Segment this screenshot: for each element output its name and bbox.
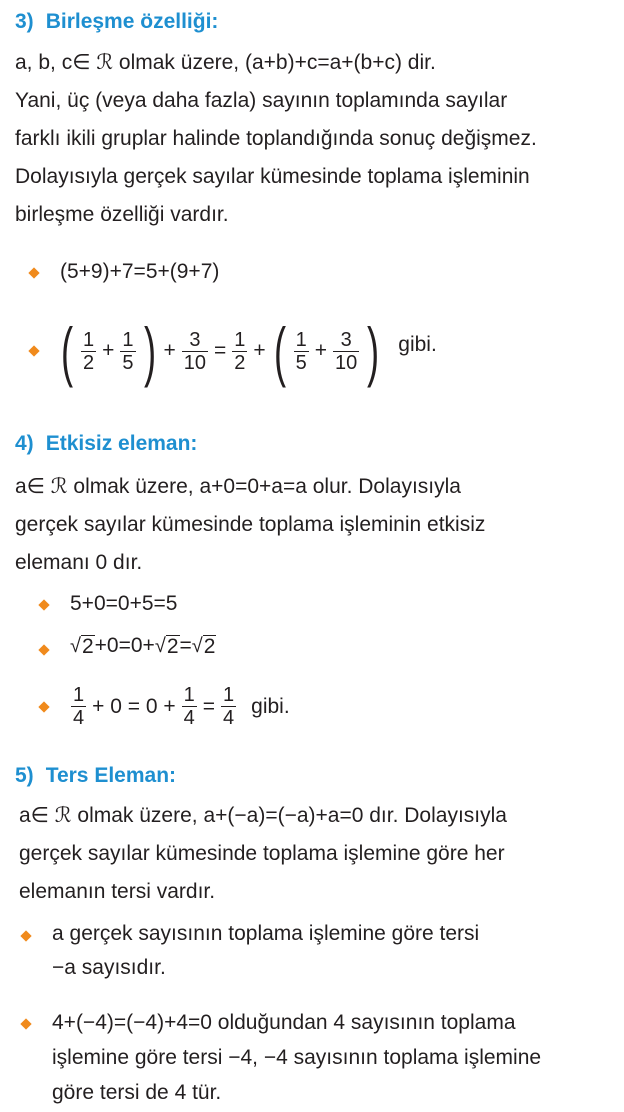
section-4-example-3-suffix: gibi. <box>251 694 290 718</box>
section-3-paragraph <box>15 44 537 234</box>
sqrt: √ 2 <box>191 634 216 658</box>
fraction: $\frac{1}{2}$ <box>82 328 95 374</box>
section-3-line-3: farklı ikili gruplar halinde toplandığında sonuç değişmez. <box>15 127 537 150</box>
section-4-line-3: elemanı 0 dır. <box>15 551 143 574</box>
section-3-example-2-suffix: gibi. <box>398 333 437 356</box>
section-5-heading <box>15 764 176 788</box>
bullet-diamond-icon <box>28 345 39 356</box>
bullet-diamond-icon <box>38 701 49 712</box>
section-3-heading <box>15 10 218 34</box>
section-5-paragraph <box>19 797 507 911</box>
section-4-paragraph <box>15 468 485 582</box>
section-4-number: 4) <box>15 432 34 455</box>
fraction: $\frac{3}{10}$ <box>335 328 358 374</box>
section-4-example-3: $\frac{1}{4}$ + 0 = 0 + $\frac{1}{4}$ = $\frac{1}{4}$ gibi. <box>73 684 290 729</box>
section-3-example-1: (5+9)+7=5+(9+7) <box>60 260 220 283</box>
fraction: $\frac{1}{5}$ <box>295 328 307 374</box>
bullet-diamond-icon <box>20 1018 31 1029</box>
fraction: $\frac{1}{4}$ <box>73 684 85 729</box>
fraction: $\frac{1}{2}$ <box>234 328 246 374</box>
bullet-diamond-icon <box>28 267 39 278</box>
section-5-example-2: 4+(−4)=(−4)+4=0 olduğundan 4 sayısının toplama işlemine göre tersi −4, −4 sayısının toplama işlemine göre tersi de 4 tür. <box>52 1011 542 1104</box>
section-3-line-5: birleşme özelliği vardır. <box>15 203 229 226</box>
fraction: $\frac{3}{10}$ <box>183 328 206 374</box>
fraction: $\frac{1}{4}$ <box>183 684 195 729</box>
section-5-line-2: gerçek sayılar kümesinde toplama işlemine göre her <box>19 842 505 865</box>
section-5-example-1: a gerçek sayısının toplama işlemine göre tersi −a sayısıdır. <box>52 922 480 979</box>
section-3-line-4: Dolayısıyla gerçek sayılar kümesinde toplama işleminin <box>15 165 530 188</box>
section-5-number: 5) <box>15 764 34 787</box>
section-3-title: Birleşme özelliği: <box>45 10 219 33</box>
fraction: $\frac{1}{5}$ <box>122 328 134 374</box>
section-4-line-2: gerçek sayılar kümesinde toplama işleminin etkisiz <box>15 513 486 536</box>
sqrt: √ 2 <box>70 634 94 658</box>
section-4-example-1: 5+0=0+5=5 <box>70 592 178 615</box>
bullet-diamond-icon <box>38 599 49 610</box>
section-4-title: Etkisiz eleman: <box>45 432 198 455</box>
section-5-line-1: a∈ ℛ olmak üzere, a+(−a)=(−a)+a=0 dır. Dolayısıyla <box>19 804 507 827</box>
section-5-title: Ters Eleman: <box>45 764 177 787</box>
bullet-diamond-icon <box>20 930 31 941</box>
section-4-line-1: a∈ ℛ olmak üzere, a+0=0+a=a olur. Dolayısıyla <box>15 475 461 498</box>
section-3-line-1: a, b, c∈ ℛ olmak üzere, (a+b)+c=a+(b+c) dir. <box>15 51 436 74</box>
section-4-heading <box>15 432 197 456</box>
sqrt: √ 2 <box>154 634 179 658</box>
section-4-example-2: √ 2 +0=0+ √ 2 = √ 2 <box>70 634 216 658</box>
bullet-diamond-icon <box>38 644 49 655</box>
section-3-line-2: Yani, üç (veya daha fazla) sayının toplamında sayılar <box>15 89 508 112</box>
section-5-line-3: elemanın tersi vardır. <box>19 880 216 903</box>
section-3-number: 3) <box>15 10 34 33</box>
section-3-example-2: ( $\frac{1}{2}$ + $\frac{1}{5}$ ) + $\frac{3}{10}$ = $\frac{1}{2}$ + ( $\frac{1}{5}$ + $\frac{3}{10}$ ) gibi. <box>60 314 437 388</box>
fraction: $\frac{1}{4}$ <box>223 684 235 729</box>
